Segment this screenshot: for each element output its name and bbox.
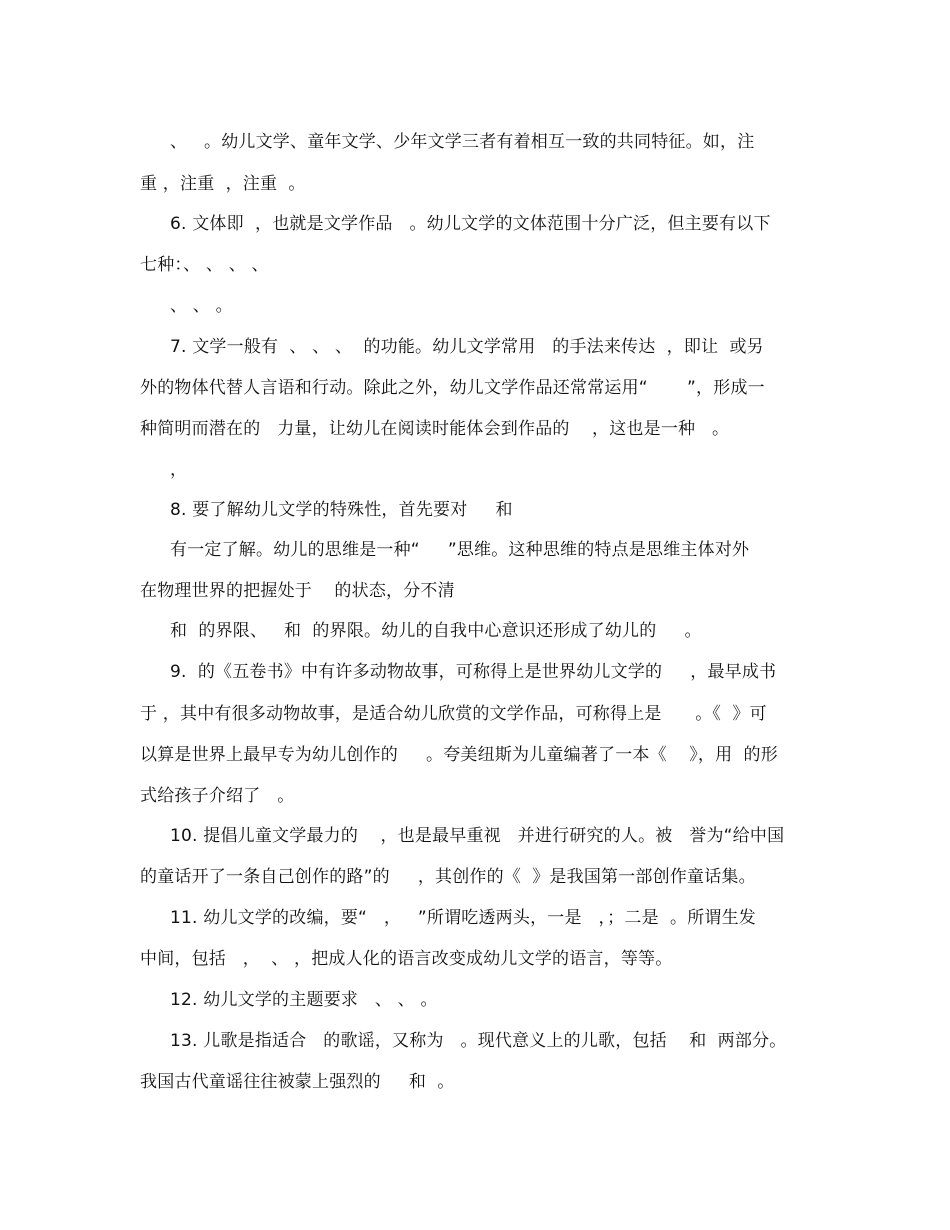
text-line-16: 以算是世界上最早专为幼儿创作的 。夸美纽斯为儿童编著了一本《 》，用 的形 [140,745,778,765]
text-line-5: 、 、 。 [170,296,233,316]
text-line-14: 9. 的《五卷书》中有许多动物故事，可称得上是世界幼儿文学的 ，最早成书 [170,662,777,682]
text-line-22: 12. 幼儿文学的主题要求 、 、 。 [170,990,438,1010]
text-line-18: 10. 提倡儿童文学最力的 ，也是最早重视 并进行研究的人。被 誉为“给中国 [170,826,785,846]
text-line-2: 重 ，注重 ，注重 。 [140,174,306,194]
text-line-9: ， [170,460,188,480]
text-line-17: 式给孩子介绍了 。 [140,786,295,806]
text-line-1: 、 。幼儿文学、童年文学、少年文学三者有着相互一致的共同特征。如，注 [170,132,755,152]
text-line-20: 11. 幼儿文学的改编，要“ ， ”所谓吃透两头，一是 ，；二是 。所谓生发 [170,908,756,928]
text-line-4: 七种：、 、 、 、 [140,255,269,275]
text-line-21: 中间，包括 ， 、 ，把成人化的语言改变成幼儿文学的语言，等等。 [140,949,673,969]
text-line-7: 外的物体代替人言语和行动。除此之外，幼儿文学作品还常常运用“ ”，形成一 [140,378,765,398]
text-line-19: 的童话开了一条自己创作的路”的 ，其创作的《 》是我国第一部创作童话集。 [140,867,756,887]
text-line-13: 和 的界限、 和 的界限。幼儿的自我中心意识还形成了幼儿的 。 [170,621,702,641]
text-line-11: 有一定了解。幼儿的思维是一种“ ”思维。这种思维的特点是思维主体对外 [170,540,750,560]
text-line-12: 在物理世界的把握处于 的状态，分不清 [140,581,455,601]
text-line-3: 6. 文体即 ，也就是文学作品 。幼儿文学的文体范围十分广泛，但主要有以下 [170,214,771,234]
text-line-15: 于 ，其中有很多动物故事，是适合幼儿欣赏的文学作品，可称得上是 。《 》可 [140,704,767,724]
text-line-23: 13. 儿歌是指适合 的歌谣，又称为 。现代意义上的儿歌，包括 和 两部分。 [170,1031,787,1051]
text-line-6: 7. 文学一般有 、 、 、 的功能。幼儿文学常用 的手法来传达 ，即让 或另 [170,337,764,357]
text-line-10: 8. 要了解幼儿文学的特殊性，首先要对 和 [170,500,513,520]
text-line-8: 种简明而潜在的 力量，让幼儿在阅读时能体会到作品的 ，这也是一种 。 [140,419,730,439]
text-line-24: 我国古代童谣往往被蒙上强烈的 和 。 [140,1072,455,1092]
